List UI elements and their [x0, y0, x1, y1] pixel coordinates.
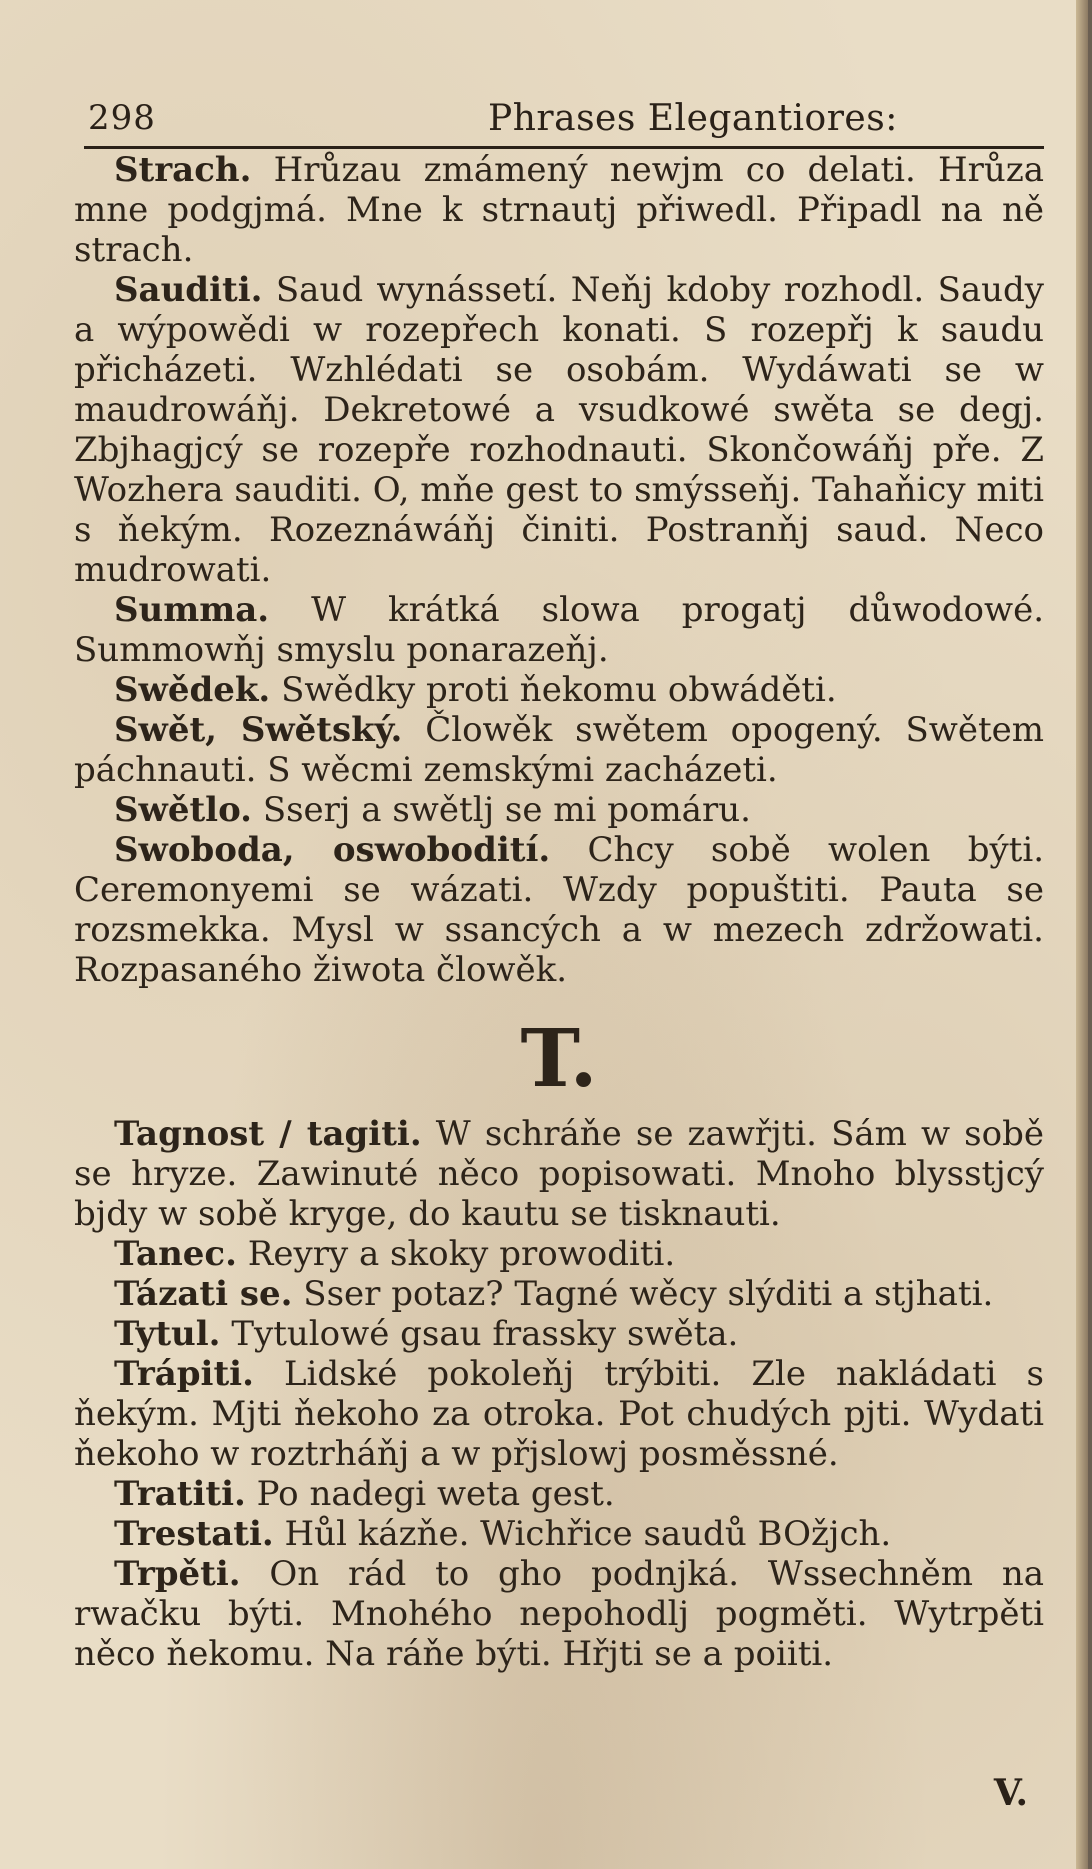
entry-keyword: Swědek.	[114, 670, 271, 710]
entry-tazati	[74, 1274, 1044, 1314]
entry-keyword: Tanec.	[114, 1234, 237, 1274]
entry-keyword: Sauditi.	[114, 270, 263, 310]
entry-keyword: Trápiti.	[114, 1354, 254, 1394]
entry-phrases: Po nadegi weta gest.	[256, 1474, 615, 1514]
page-header	[88, 92, 1038, 148]
entry-phrases: Hrůzau zmámený newjm co delati. Hrůza mne podgjmá. Mne k strnautj přiwedl. Připadl na ně strach.	[74, 150, 1044, 270]
catchword: V.	[993, 1772, 1028, 1814]
entry-phrases: Sserj a swětlj se mi pomáru.	[262, 790, 751, 830]
entry-swet	[74, 710, 1044, 790]
entry-keyword: Tagnost / tagiti.	[114, 1114, 422, 1154]
entry-summa	[74, 590, 1044, 670]
entry-tanec	[74, 1234, 1044, 1274]
body-text	[74, 150, 1044, 1674]
entry-phrases: W schráňe se zawřjti. Sám w sobě se hryze. Zawinuté něco popisowati. Mnoho blysstjcý bjdy w sobě kryge, do kautu se tisknauti.	[74, 1114, 1044, 1234]
entry-phrases: Chcy sobě wolen býti. Ceremonyemi se wázati. Wzdy popuštiti. Pauta se rozsmekka. Mysl w ssancých a w mezech zdržowati. Rozpasaného žiwota člowěk.	[74, 830, 1045, 990]
entry-trestati	[74, 1514, 1044, 1554]
entry-tratiti	[74, 1474, 1044, 1514]
entry-keyword: Tázati se.	[114, 1274, 293, 1314]
entry-keyword: Tytul.	[114, 1314, 221, 1354]
entry-tagnost	[74, 1114, 1044, 1234]
entry-phrases: Hůl kázňe. Wichřice saudů BOžjch.	[284, 1514, 892, 1554]
page-number: 298	[88, 98, 156, 138]
entry-swoboda	[74, 830, 1044, 990]
entry-phrases: Lidské pokoleňj trýbiti. Zle nakládati s ňekým. Mjti ňekoho za otroka. Pot chudých pjti. Wydati ňekoho w roztrháňj a w přjslowj posměssné.	[74, 1354, 1044, 1474]
entry-swetlo	[74, 790, 1044, 830]
entry-keyword: Tratiti.	[114, 1474, 246, 1514]
entry-swedek	[74, 670, 1044, 710]
entry-keyword: Summa.	[114, 590, 270, 630]
entry-keyword: Swět, Swětský.	[114, 710, 403, 750]
entry-phrases: Člowěk swětem opogený. Swětem páchnauti. S wěcmi zemskými zacházeti.	[74, 710, 1044, 790]
entry-keyword: Swětlo.	[114, 790, 252, 830]
page-edge	[1076, 0, 1088, 1869]
entry-keyword: Strach.	[114, 150, 252, 190]
entry-tytul	[74, 1314, 1044, 1354]
section-letter: T.	[520, 1011, 598, 1105]
entry-phrases: Saud wynássetí. Neňj kdoby rozhodl. Saudy a wýpowědi w rozepřech konati. S rozepřj k saudu přicházeti. Wzhlédati se osobám. Wydáwati se w maudrowáňj. Dekretowé a vsudkowé swěta se degj. Zbjhagjcý se rozepře rozhodnauti. Skončowáňj pře. Z Wozhera sauditi. O, mňe gest to smýsseňj. Tahaňicy miti s ňekým. Rozeznáwáňj činiti. Postranňj saud. Neco mudrowati.	[74, 270, 1045, 590]
header-rule	[84, 146, 1044, 149]
entry-sauditi	[74, 270, 1044, 590]
entry-phrases: W krátká slowa progatj důwodowé. Summowňj smyslu ponarazeňj.	[74, 590, 1044, 670]
entry-phrases: Tytulowé gsau frassky swěta.	[231, 1314, 739, 1354]
entry-phrases: Swědky proti ňekomu obwáděti.	[281, 670, 837, 710]
running-title: Phrases Elegantiores:	[488, 98, 898, 139]
entry-phrases: On rád to gho podnjká. Wssechněm na rwačku býti. Mnohého nepohodlj pogměti. Wytrpěti něco ňekomu. Na ráňe býti. Hřjti se a poiiti.	[74, 1554, 1045, 1674]
entry-trapiti	[74, 1354, 1044, 1474]
entry-keyword: Swoboda, oswobodití.	[114, 830, 551, 870]
entry-keyword: Trpěti.	[114, 1554, 241, 1594]
entry-phrases: Reyry a skoky prowoditi.	[247, 1234, 676, 1274]
entry-keyword: Trestati.	[114, 1514, 274, 1554]
entry-trpeti	[74, 1554, 1044, 1674]
entry-strach	[74, 150, 1044, 270]
entry-phrases: Sser potaz? Tagné wěcy slýditi a stjhati.	[303, 1274, 994, 1314]
